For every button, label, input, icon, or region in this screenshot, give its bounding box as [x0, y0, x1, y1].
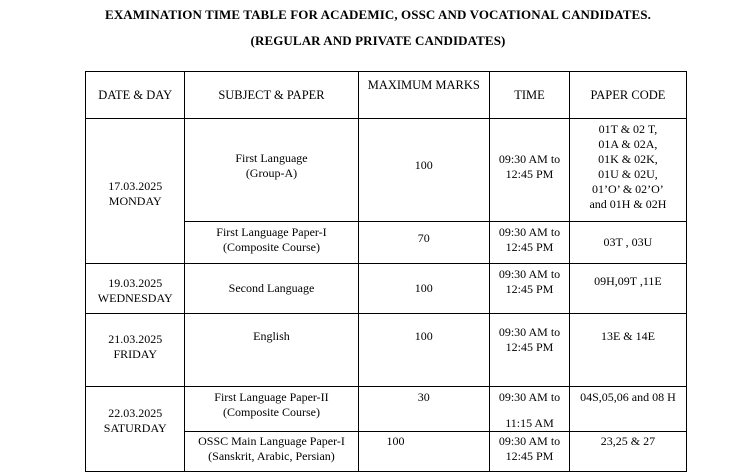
subject-cell: [185, 222, 358, 264]
time-cell: [490, 314, 570, 387]
table-row: [86, 119, 687, 222]
marks-value: 100: [414, 157, 433, 172]
code-cell: [569, 264, 686, 314]
day-value: SATURDAY: [103, 421, 167, 435]
subject-cell: [185, 432, 358, 472]
code-line: 09H,09T ,11E: [594, 274, 662, 288]
time-start: 09:30 AM to: [498, 152, 561, 166]
subject-cell: [185, 264, 358, 314]
subject-name: Second Language: [228, 281, 315, 295]
date-value: 19.03.2025: [108, 275, 163, 290]
code-line: 01T & 02 T,: [598, 122, 658, 136]
time-cell: [490, 222, 570, 264]
marks-cell: [358, 222, 490, 264]
time-end: 12:45 PM: [505, 240, 554, 254]
time-end: 12:45 PM: [505, 340, 554, 354]
subject-name: First Language Paper-II: [214, 390, 329, 404]
time-cell: [490, 387, 570, 432]
subject-name: First Language Paper-I: [216, 225, 327, 239]
time-end: 12:45 PM: [505, 282, 554, 296]
column-header-time: TIME: [490, 72, 570, 119]
time-cell: [490, 119, 570, 222]
subject-name: First Language: [235, 151, 308, 165]
time-end: 11:15 AM: [505, 416, 554, 430]
marks-value: 30: [417, 390, 430, 404]
marks-value: 70: [417, 231, 430, 245]
code-cell: [569, 222, 686, 264]
code-cell: [569, 314, 686, 387]
column-header-code: PAPER CODE: [569, 72, 686, 119]
date-cell: [86, 387, 185, 472]
date-cell: [86, 119, 185, 264]
column-header-date: DATE & DAY: [86, 72, 185, 119]
time-cell: [490, 264, 570, 314]
code-cell: [569, 387, 686, 432]
marks-cell: [358, 387, 490, 432]
subject-cell: [185, 387, 358, 432]
subject-cell: [185, 119, 358, 222]
time-start: 09:30 AM to: [498, 434, 561, 448]
subject-name: English: [253, 329, 290, 343]
timetable: [85, 71, 687, 472]
table-row: [86, 264, 687, 314]
subject-detail: (Composite Course): [222, 405, 320, 419]
date-value: 21.03.2025: [108, 332, 163, 346]
code-line: 13E & 14E: [600, 329, 655, 343]
time-start: 09:30 AM to: [498, 390, 561, 404]
code-line: 04S,05,06 and 08 H: [580, 390, 676, 404]
date-cell: [86, 264, 185, 314]
time-end: 12:45 PM: [505, 167, 554, 181]
day-value: MONDAY: [108, 194, 162, 208]
marks-value: 100: [414, 329, 433, 343]
code-line: 01’O’ & 02’O’: [592, 182, 664, 196]
code-line: 01K & 02K,: [598, 152, 658, 166]
code-line: 03T , 03U: [603, 235, 653, 249]
page-title: EXAMINATION TIME TABLE FOR ACADEMIC, OSSC AND VOCATIONAL CANDIDATES.: [105, 7, 651, 22]
subject-name: OSSC Main Language Paper-I: [198, 434, 345, 448]
code-cell: [569, 432, 686, 472]
code-line: 01U & 02U,: [598, 167, 658, 181]
column-header-marks: MAXIMUM MARKS: [358, 72, 490, 119]
table-row: [86, 387, 687, 432]
table-header-row: [86, 72, 687, 119]
table-row: [86, 314, 687, 387]
time-start: 09:30 AM to: [498, 225, 561, 239]
day-value: FRIDAY: [113, 347, 158, 361]
column-header-subject: SUBJECT & PAPER: [185, 72, 358, 119]
marks-cell: [358, 264, 490, 314]
time-end: 12:45 PM: [505, 449, 554, 463]
code-cell: [569, 119, 686, 222]
subject-detail: (Group-A): [245, 166, 298, 180]
subject-detail: (Sanskrit, Arabic, Persian): [208, 449, 335, 463]
marks-value: 100: [386, 434, 405, 448]
time-cell: [490, 432, 570, 472]
subject-detail: (Composite Course): [222, 240, 320, 254]
marks-cell: [358, 314, 490, 387]
date-value: 22.03.2025: [108, 406, 163, 420]
code-line: and 01H & 02H: [589, 197, 667, 211]
date-cell: [86, 314, 185, 387]
subject-cell: [185, 314, 358, 387]
page-subtitle: (REGULAR AND PRIVATE CANDIDATES): [250, 33, 506, 48]
code-line: 23,25 & 27: [600, 434, 656, 448]
time-start: 09:30 AM to: [498, 325, 561, 339]
code-line: 01A & 02A,: [598, 137, 658, 151]
marks-cell: [358, 432, 490, 472]
time-start: 09:30 AM to: [498, 267, 561, 281]
date-value: 17.03.2025: [108, 179, 163, 193]
marks-cell: [358, 119, 490, 222]
marks-value: 100: [414, 281, 433, 295]
day-value: WEDNESDAY: [97, 290, 173, 305]
